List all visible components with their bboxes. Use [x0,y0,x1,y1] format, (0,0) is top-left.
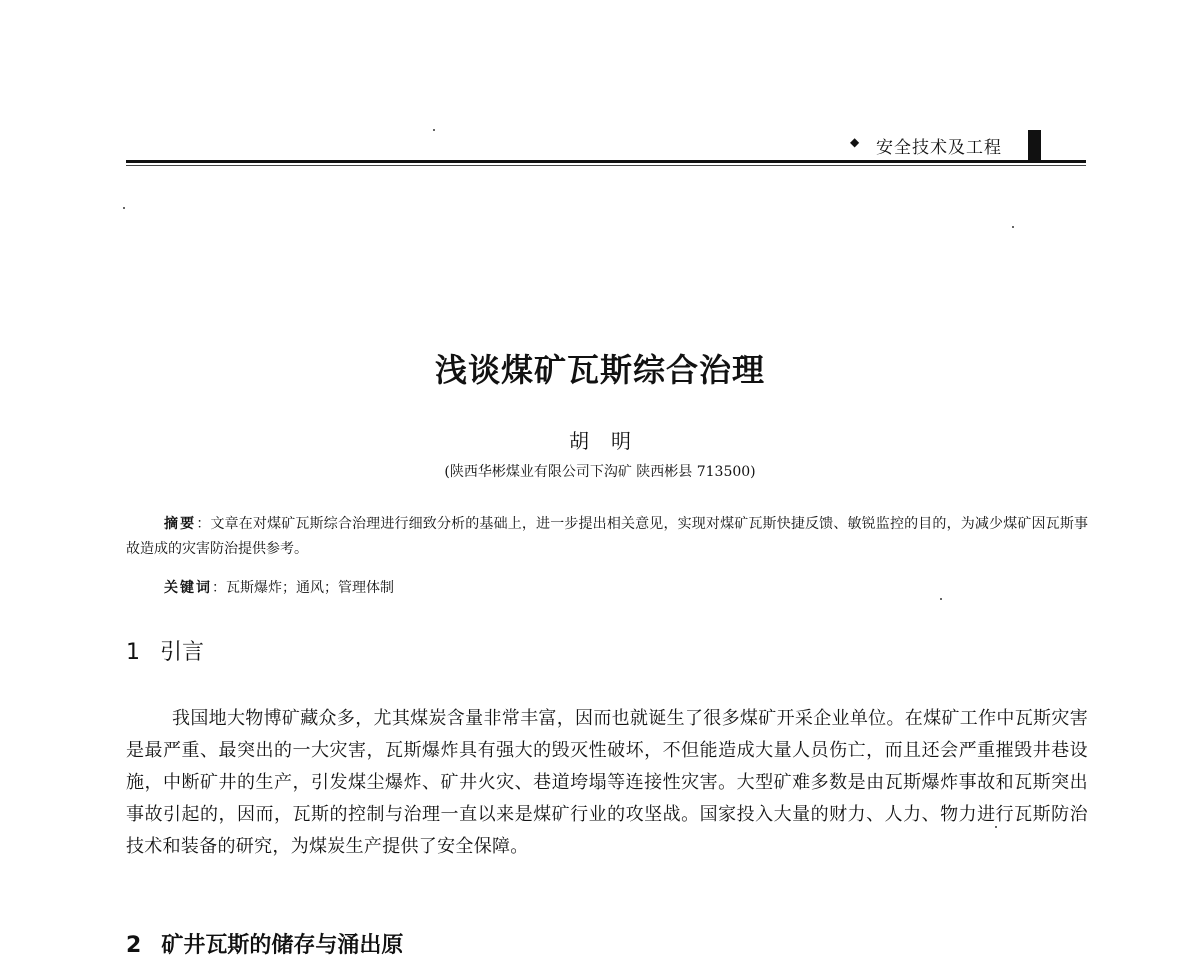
next-section-title: 矿井瓦斯的储存与涌出原 [161,933,404,958]
keywords-label: 关键词 [164,580,212,596]
abstract-text: 文章在对煤矿瓦斯综合治理进行细致分析的基础上，进一步提出相关意见，实现对煤矿瓦斯快捷反馈、敏锐监控的目的，为减少煤矿因瓦斯事故造成的灾害防治提供参考。 [126,516,1088,557]
section-heading [126,635,204,666]
section-title: 引言 [160,640,205,665]
abstract-label: 摘要 [164,516,197,532]
section-body: 我国地大物博矿藏众多，尤其煤炭含量非常丰富，因而也就诞生了很多煤矿开采企业单位。在煤矿工作中瓦斯灾害是最严重、最突出的一大灾害，瓦斯爆炸具有强大的毁灭性破坏，不但能造成大量人员伤亡，而且还会严重摧毁井巷设施，中断矿井的生产，引发煤尘爆炸、矿井火灾、巷道垮塌等连接性灾害。大型矿难多数是由瓦斯爆炸事故和瓦斯突出事故引起的，因而，瓦斯的控制与治理一直以来是煤矿行业的攻坚战。国家投入大量的财力、人力、物力进行瓦斯防治技术和装备的研究，为煤炭生产提供了安全保障。 [126,708,1088,857]
running-header [850,130,1100,160]
abstract: 摘要：文章在对煤矿瓦斯综合治理进行细致分析的基础上，进一步提出相关意见，实现对煤矿瓦斯快捷反馈、敏锐监控的目的，为减少煤矿因瓦斯事故造成的灾害防治提供参考。 [126,516,1088,557]
section-number: 1 [126,640,140,665]
scan-speck [940,598,942,600]
header-rule-thin [126,165,1086,166]
scan-speck [995,826,997,828]
next-section-heading [126,928,403,959]
next-section-number: 2 [126,933,142,958]
scan-speck [433,129,435,131]
section-category-label: 安全技术及工程 [876,138,1002,158]
scan-speck [123,207,125,209]
article-author: 胡明 [569,429,653,453]
header-block-marker [1028,130,1041,160]
scan-speck [1012,226,1014,228]
diamond-icon: ◆ [850,135,860,149]
article-title: 浅谈煤矿瓦斯综合治理 [434,351,765,389]
header-rule [126,160,1086,163]
author-affiliation: (陕西华彬煤业有限公司下沟矿 陕西彬县 713500) [444,464,756,480]
keywords-text: 瓦斯爆炸；通风；管理体制 [226,580,394,596]
keywords: 关键词：瓦斯爆炸；通风；管理体制 [164,580,394,596]
